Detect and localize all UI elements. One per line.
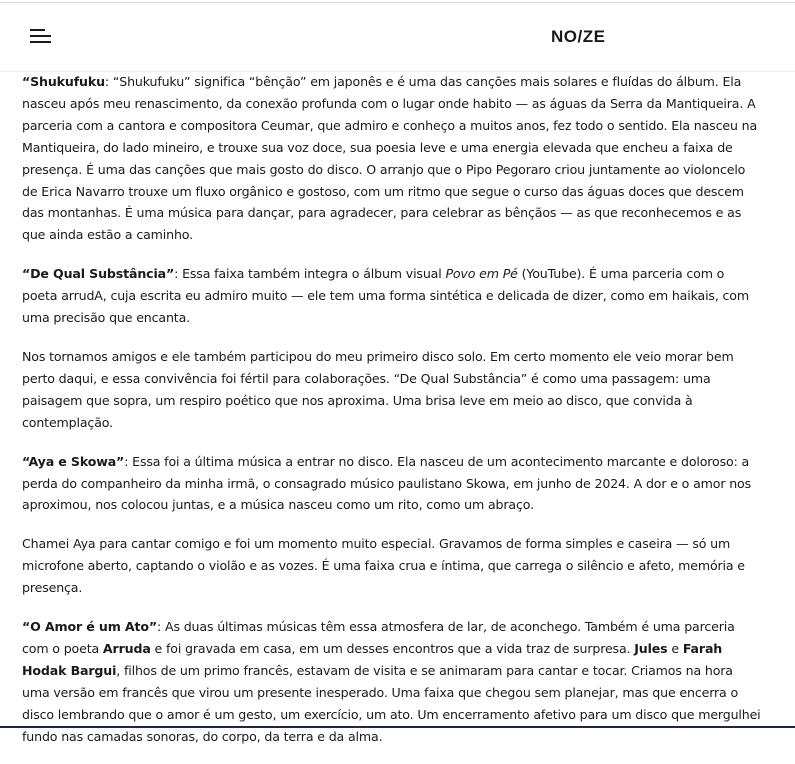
artist-name: Farah Hodak Bargui — [22, 640, 723, 678]
paragraph-text: : Essa faixa também integra o álbum visual — [174, 266, 446, 282]
paragraph-text: Nos tornamos amigos e ele também participou do meu primeiro disco solo. Em certo momento ele veio morar bem perto daqui, e essa convivência foi fértil para colaborações. “De Qual Substância” é como uma passagem: uma paisagem que sopra, um respiro poético que nos aproxima. Uma brisa leve em meio ao disco, que convida à contemplação. — [22, 348, 734, 430]
paragraph-arruda — [22, 346, 762, 434]
menu-line — [30, 35, 51, 37]
site-header — [0, 3, 795, 72]
artist-name: Arruda — [102, 640, 151, 656]
paragraph-de-qual-substancia — [22, 263, 762, 329]
hamburger-menu-icon[interactable] — [30, 29, 52, 45]
article-body — [22, 71, 762, 764]
track-title: “O Amor é um Ato” — [22, 619, 158, 635]
paragraph-text: : Essa foi a última música a entrar no disco. Ela nasceu de um acontecimento marcante e doloroso: a perda do companheiro da minha irmã, o consagrado músico paulistano Skowa, em junho de 2024. A dor e o amor nos aproximou, nos colocou juntas, e a música nasceu como um rito, como um abraço. — [22, 453, 752, 513]
paragraph-aya-e-skowa — [22, 451, 762, 517]
paragraph-text: : As duas últimas músicas têm essa atmosfera de lar, de aconchego. Também é uma parceria com o poeta — [22, 619, 735, 656]
site-logo[interactable]: NO/ZE — [551, 27, 606, 46]
menu-line — [30, 29, 45, 31]
artist-name: Jules — [634, 640, 668, 656]
album-title: Povo em Pé — [445, 266, 518, 282]
paragraph-text: , filhos de um primo francês, estavam de visita e se animaram para cantar e tocar. Criamos na hora uma versão em francês que virou um presente inesperado. Uma faixa que chegou sem planejar, mas que encerra o disco lembrando que o amor é um gesto, um exercício, um ato. Um encerramento afetivo para um disco que mergulhei fundo nas camadas sonoras, do corpo, da terra e da alma. — [22, 662, 761, 744]
paragraph-text: e — [667, 640, 683, 656]
paragraph-shukufuku — [22, 71, 762, 246]
menu-line — [30, 41, 51, 43]
paragraph-text: Chamei Aya para cantar comigo e foi um momento muito especial. Gravamos de forma simples e caseira — só um microfone aberto, captando o violão e as vozes. É uma faixa crua e íntima, que carrega o silêncio e afeto, memória e presença. — [22, 536, 745, 596]
track-title: “Aya e Skowa” — [22, 453, 125, 469]
paragraph-text: e foi gravada em casa, em um desses encontros que a vida traz de surpresa. — [150, 640, 635, 656]
track-title: “De Qual Substância” — [22, 266, 175, 282]
paragraph-text: : “Shukufuku” significa “bênção” em japonês e é uma das canções mais solares e fluídas do álbum. Ela nasceu após meu renascimento, da conexão profunda com o lugar onde habito — as águas da Serra da Mantiqueira. A parceria com a cantora e compositora Ceumar, que admiro e conheço a muitos anos, fez todo o sentido. Ela nasceu na Mantiqueira, do lado mineiro, e trouxe sua voz doce, sua poesia leve e uma energia elevada que encheu a faixa de presença. É uma das canções que mais gosto do disco. O arranjo que o Pipo Pegoraro criou juntamente ao violoncelo de Erica Navarro trouxe um fluxo orgânico e gostoso, com um ritmo que segue o curso das águas doces que descem das montanhas. É uma música para dançar, para agradecer, para celebrar as bênçãos — as que reconhecemos e as que ainda estão a caminho. — [22, 74, 758, 243]
paragraph-text: (YouTube). É uma parceria com o poeta arrudA, cuja escrita eu admiro muito — ele tem uma forma sintética e delicada de dizer, como em haikais, com uma precisão que encanta. — [22, 266, 749, 326]
track-title: “Shukufuku — [22, 74, 105, 89]
paragraph-aya-recording — [22, 533, 762, 599]
